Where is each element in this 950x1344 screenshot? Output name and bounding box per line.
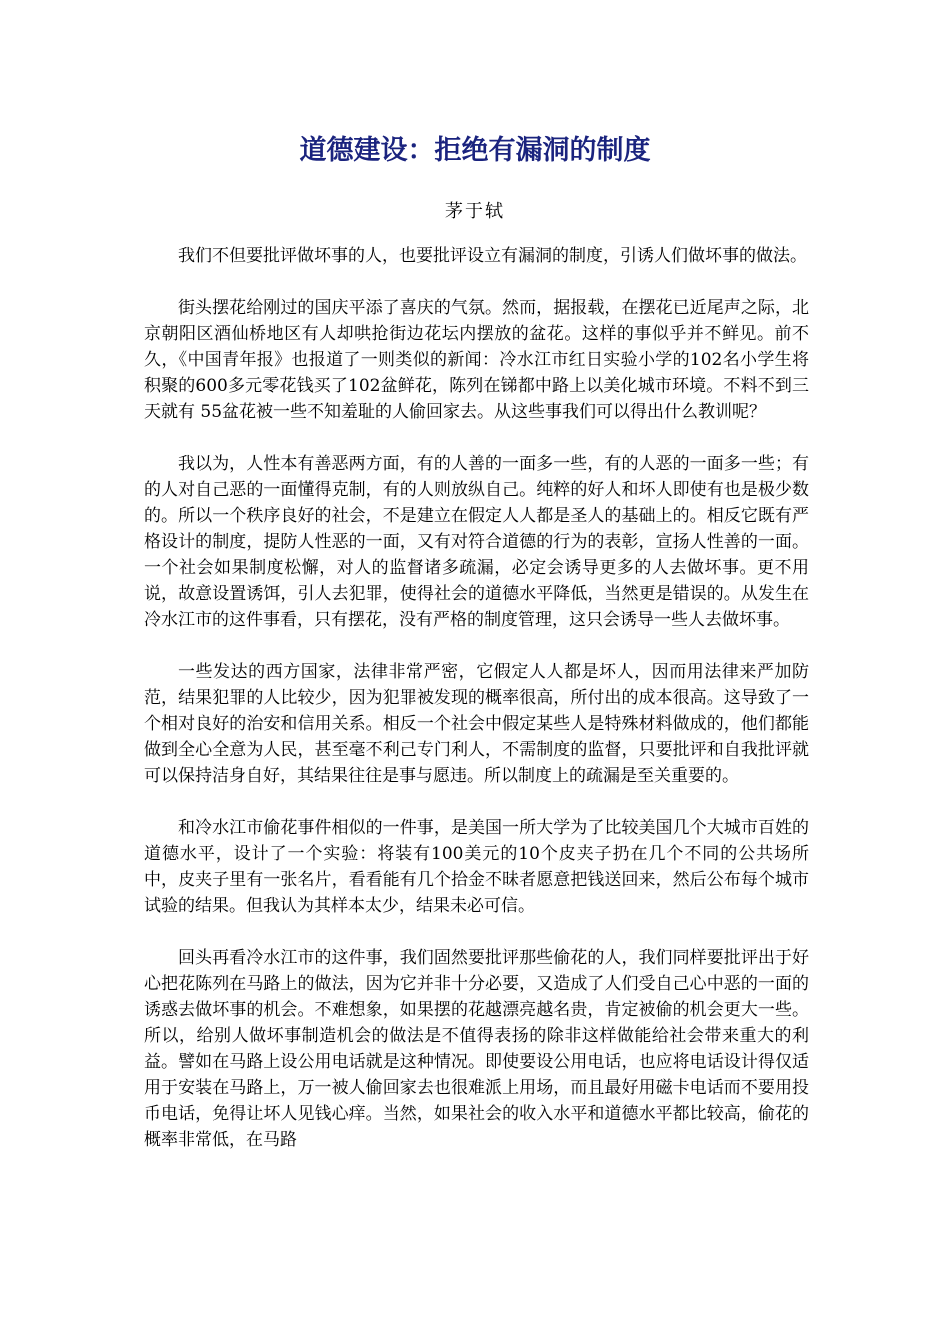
paragraph: 一些发达的西方国家，法律非常严密，它假定人人都是坏人，因而用法律来严加防范，结果犯罪的人比较少，因为犯罪被发现的概率很高，所付出的成本很高。这导致了一个相对良好的治安和信用关系。相反一个社会中假定某些人是特殊材料做成的，他们都能做到全心全意为人民，甚至毫不利己专门利人，不需制度的监督，只要批评和自我批评就可以保持洁身自好，其结果往往是事与愿违。所以制度上的疏漏是至关重要的。	[144, 662, 809, 786]
paragraph: 街头摆花给刚过的国庆平添了喜庆的气氛。然而，据报载，在摆花已近尾声之际，北京朝阳区酒仙桥地区有人却哄抢街边花坛内摆放的盆花。这样的事似乎并不鲜见。前不久，《中国青年报》也报道了一则类似的新闻：冷水江市红日实验小学的102名小学生将积聚的600多元零花钱买了102盆鲜花，陈列在锑都中路上以美化城市环境。不料不到三天就有 55盆花被一些不知羞耻的人偷回家去。从这些事我们可以得出什么教训呢？	[144, 298, 809, 422]
document-title: 道德建设：拒绝有漏洞的制度	[299, 135, 651, 166]
paragraph: 我以为，人性本有善恶两方面，有的人善的一面多一些，有的人恶的一面多一些；有的人对自己恶的一面懂得克制，有的人则放纵自己。纯粹的好人和坏人即使有也是极少数的。所以一个秩序良好的社会，不是建立在假定人人都是圣人的基础上的。相反它既有严格设计的制度，提防人性恶的一面，又有对符合道德的行为的表彰，宣扬人性善的一面。一个社会如果制度松懈，对人的监督诸多疏漏，必定会诱导更多的人去做坏事。更不用说，故意设置诱饵，引人去犯罪，使得社会的道德水平降低，当然更是错误的。从发生在冷水江市的这件事看，只有摆花，没有严格的制度管理，这只会诱导一些人去做坏事。	[144, 454, 809, 630]
paragraph: 我们不但要批评做坏事的人，也要批评设立有漏洞的制度，引诱人们做坏事的做法。	[178, 246, 807, 266]
author-name: 茅于轼	[445, 201, 505, 222]
paragraph: 和冷水江市偷花事件相似的一件事，是美国一所大学为了比较美国几个大城市百姓的道德水平，设计了一个实验：将装有100美元的10个皮夹子扔在几个不同的公共场所中，皮夹子里有一张名片，看看能有几个拾金不昧者愿意把钱送回来，然后公布每个城市试验的结果。但我认为其样本太少，结果未必可信。	[144, 818, 809, 916]
paragraph: 回头再看冷水江市的这件事，我们固然要批评那些偷花的人，我们同样要批评出于好心把花陈列在马路上的做法，因为它并非十分必要，又造成了人们受自己心中恶的一面的诱惑去做坏事的机会。不难想象，如果摆的花越漂亮越名贵，肯定被偷的机会更大一些。所以，给别人做坏事制造机会的做法是不值得表扬的除非这样做能给社会带来重大的利益。譬如在马路上设公用电话就是这种情况。即使要设公用电话，也应将电话设计得仅适用于安装在马路上，万一被人偷回家去也很难派上用场，而且最好用磁卡电话而不要用投币电话，免得让坏人见钱心痒。当然，如果社会的收入水平和道德水平都比较高，偷花的概率非常低，在马路	[144, 948, 809, 1150]
article-body	[144, 243, 809, 1179]
